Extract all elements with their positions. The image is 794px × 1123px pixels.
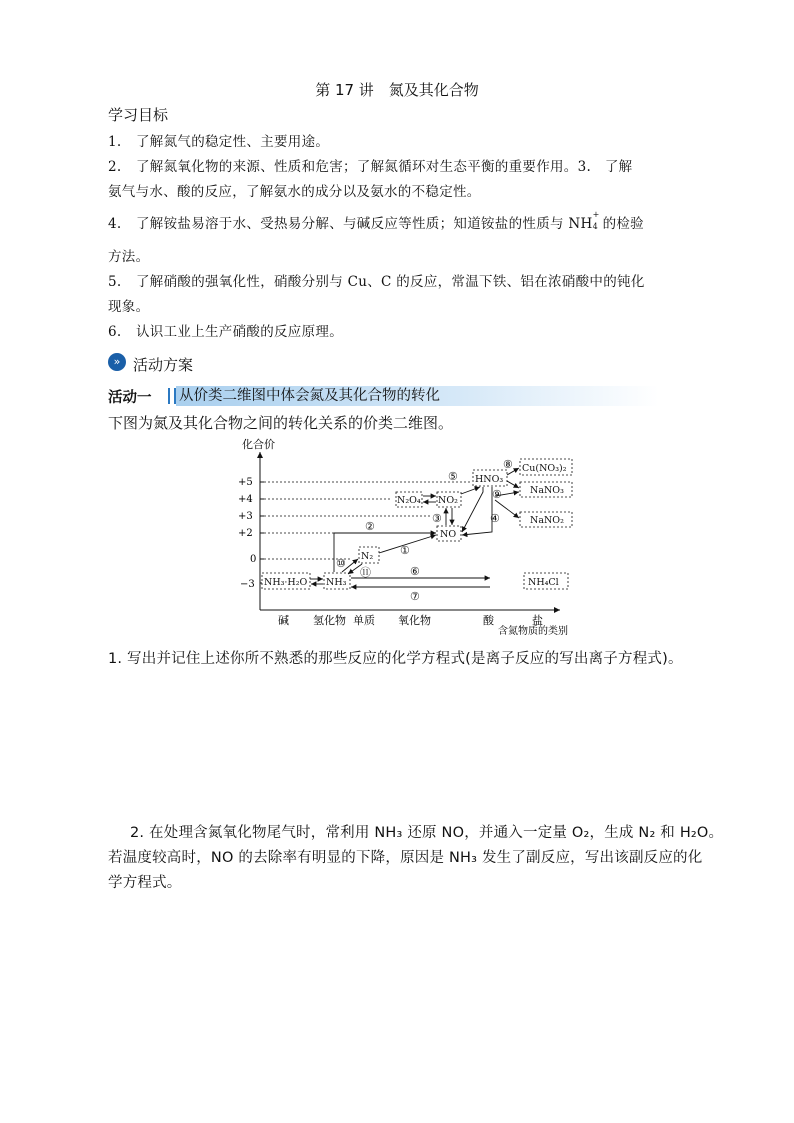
valence-class-diagram [230, 432, 590, 642]
activity-separator [168, 388, 176, 404]
question-2-line-3: 学方程式。 [108, 875, 182, 891]
y-tick: +5 [238, 477, 253, 488]
reaction-label: ⑥ [410, 565, 420, 578]
node-label: N₂O₄ [397, 495, 421, 506]
reaction-label: ④ [490, 512, 500, 525]
reaction-label: ⑨ [492, 488, 502, 501]
goal-text: 氨气与水、酸的反应，了解氨水的成分以及氨水的不稳定性。 [108, 184, 481, 200]
goal-text: 方法。 [108, 249, 150, 265]
goals-heading: 学习目标 [108, 106, 169, 124]
goal-text: 认识工业上生产硝酸的反应原理。 [136, 324, 343, 340]
goal-number: 2. [108, 159, 122, 175]
goal-item-6 [108, 320, 718, 340]
goal-item-4-cont [108, 245, 718, 265]
node-label: HNO₃ [475, 474, 504, 485]
nh4-sup: + [592, 210, 600, 219]
goal-text: 了解氮氧化物的来源、性质和危害；了解氮循环对生态平衡的重要作用。3. 了解 [136, 159, 633, 175]
x-tick: 酸 [483, 614, 494, 627]
goal-item-4 [108, 212, 718, 232]
reaction-label: ⑧ [503, 458, 513, 471]
page-title: 第 17 讲 氮及其化合物 [315, 81, 479, 99]
x-tick: 氢化物 [313, 614, 346, 627]
node-label: NH₃ [326, 577, 347, 588]
goal-item-5-cont [108, 295, 718, 315]
node-label: NaNO₂ [530, 515, 564, 526]
goal-text-tail: 的检验 [602, 216, 644, 232]
y-tick: 0 [250, 554, 257, 565]
goal-item-5 [108, 270, 718, 290]
goal-number: 5. [108, 274, 122, 290]
goal-item-1 [108, 130, 718, 150]
intro-text: 下图为氮及其化合物之间的转化关系的价类二维图。 [108, 414, 454, 432]
reaction-label: ③ [432, 512, 442, 525]
goal-item-2 [108, 155, 718, 175]
node-label: NO₂ [438, 495, 458, 506]
question-2-line-1: 2. 在处理含氮氧化物尾气时，常利用 NH₃ 还原 NO，并通入一定量 O₂，生成 N₂ 和 H₂O。 [130, 825, 724, 841]
section-label: 活动方案 [133, 356, 194, 374]
reaction-label: ⑤ [448, 470, 458, 483]
question-2-line-2: 若温度较高时，NO 的去除率有明显的下降，原因是 NH₃ 发生了副反应，写出该副反应的化 [108, 850, 703, 866]
goal-item-2-cont [108, 180, 718, 200]
activity-title: 从价类二维图中体会氮及其化合物的转化 [176, 386, 659, 406]
reaction-label: ① [400, 544, 410, 557]
goal-number: 6. [108, 324, 122, 340]
goal-text: 了解铵盐易溶于水、受热易分解、与碱反应等性质；知道铵盐的性质与 NH [136, 216, 593, 232]
y-tick: +4 [238, 494, 253, 505]
node-label: NH₃·H₂O [264, 577, 308, 588]
goal-text: 了解硝酸的强氧化性，硝酸分别与 Cu、C 的反应，常温下铁、铝在浓硝酸中的钝化 [136, 274, 645, 290]
x-tick: 碱 [278, 614, 289, 627]
y-tick: +3 [238, 511, 253, 522]
y-axis-label: 化合价 [242, 438, 275, 451]
x-categories [278, 613, 543, 627]
goal-text: 现象。 [108, 299, 150, 315]
x-tick: 盐 [532, 614, 543, 627]
node-label: NH₄Cl [528, 577, 559, 588]
node-label: Cu(NO₃)₂ [522, 463, 567, 474]
question-1: 1. 写出并记住上述你所不熟悉的那些反应的化学方程式(是离子反应的写出离子方程式)。 [108, 651, 683, 667]
reaction-label: ⑩ [336, 557, 346, 570]
y-tick: +2 [238, 528, 253, 539]
nh4-sub: 4 [592, 222, 598, 231]
node-label: NaNO₃ [530, 485, 564, 496]
x-tick: 氧化物 [398, 614, 431, 627]
node-label: N₂ [361, 551, 374, 562]
reaction-label: ⑪ [360, 566, 371, 579]
goal-text: 了解氮气的稳定性、主要用途。 [136, 134, 330, 150]
activity-header [108, 386, 658, 406]
double-chevron-icon: » [108, 353, 126, 371]
reaction-label: ⑦ [410, 590, 420, 603]
x-tick: 单质 [353, 614, 375, 627]
activity-tag: 活动一 [108, 390, 152, 406]
reaction-label: ② [365, 520, 375, 533]
y-tick: −3 [240, 579, 255, 590]
x-axis-label: 含氮物质的类别 [498, 626, 568, 637]
node-label: NO [440, 529, 457, 540]
goal-number: 1. [108, 134, 122, 150]
goal-number: 4. [108, 216, 122, 232]
